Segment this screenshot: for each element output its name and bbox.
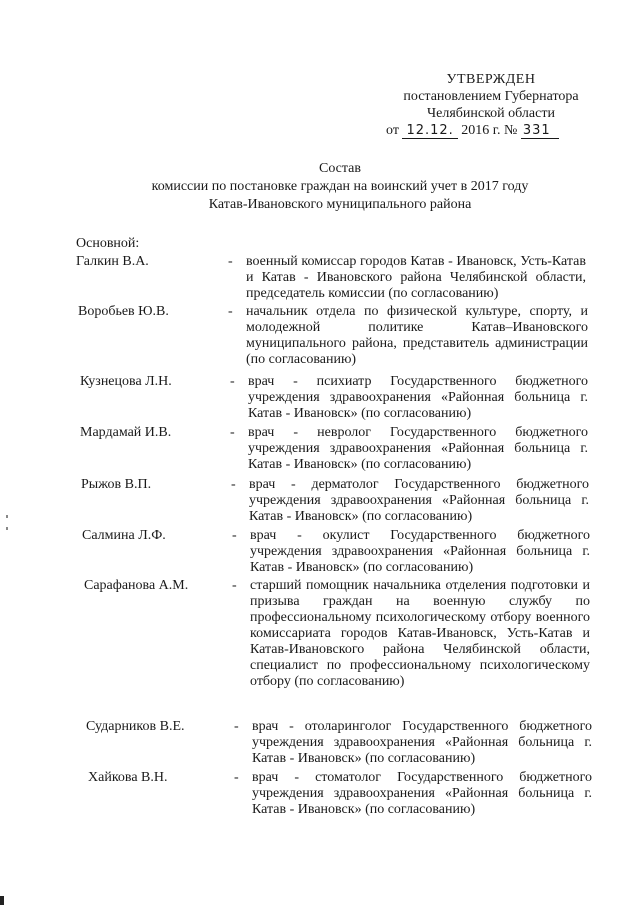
member-dash: - [234,770,239,785]
member-role: врач - стоматолог Государственного бюджетного учреждения здравоохранения «Районная больница г. Катав - Ивановск» (по согласованию) [252,770,592,817]
member-role: врач - дерматолог Государственного бюджетного учреждения здравоохранения «Районная больница г. Катав - Ивановск» (по согласованию) [249,477,589,524]
member-name: Галкин В.А. [76,254,149,269]
approval-line-1: постановлением Губернатора [403,89,579,104]
approval-block [380,71,602,139]
member-role: военный комиссар городов Катав - Ивановск, Усть-Катав и Катав - Ивановского района Челябинской области, председатель комиссии (по согласованию) [246,254,586,301]
member-role: врач - невролог Государственного бюджетного учреждения здравоохранения «Районная больница г. Катав - Ивановск» (по согласованию) [248,425,588,472]
member-role: врач - психиатр Государственного бюджетного учреждения здравоохранения «Районная больница г. Катав - Ивановск» (по согласованию) [248,374,588,421]
member-role: врач - отоларинголог Государственного бюджетного учреждения здравоохранения «Районная больница г. Катав - Ивановск» (по согласованию) [252,719,592,766]
member-dash: - [232,528,237,543]
member-name: Воробьев Ю.В. [78,304,169,319]
member-name: Рыжов В.П. [81,477,152,492]
member-role: врач - окулист Государственного бюджетного учреждения здравоохранения «Районная больница г. Катав - Ивановск» (по согласованию) [250,528,590,575]
member-role: старший помощник начальника отделения подготовки и призыва граждан на военную службу по профессиональному психологическому отбору военного комиссариата городов Катав-Ивановск, Усть-Катав и Катав-Ивановского района Челябинской области, специалист по профессиональному психологическому отбору (по согласованию) [250,578,590,689]
approval-heading: УТВЕРЖДЕН [446,72,536,87]
title-line-1: Состав [318,161,361,176]
scan-mark [6,527,8,530]
member-dash: - [230,425,235,440]
approval-line-2: Челябинской области [427,106,555,121]
member-name: Сударников В.Е. [86,719,185,734]
section-label: Основной: [76,236,140,251]
date-prefix: от [386,123,399,138]
member-dash: - [234,719,239,734]
member-dash: - [232,578,237,593]
member-dash: - [230,374,235,389]
member-name: Мардамай И.В. [80,425,172,440]
title-line-2: комиссии по постановке граждан на воинский учет в 2017 году [151,179,529,194]
member-role: начальник отдела по физической культуре, спорту, и молодежной политике Катав–Ивановского муниципального района, представитель администрации (по согласованию) [246,304,588,367]
scan-mark [6,515,8,518]
approval-date-line [380,122,602,139]
member-name: Салмина Л.Ф. [82,528,166,543]
scan-mark [0,896,4,905]
title-line-3: Катав-Ивановского муниципального района [208,197,472,212]
member-name: Сарафанова А.М. [84,578,189,593]
member-name: Кузнецова Л.Н. [80,374,172,389]
member-name: Хайкова В.Н. [88,770,168,785]
number-handwritten: 331 [521,124,559,139]
member-dash: - [231,477,236,492]
member-dash: - [228,254,233,269]
date-year: 2016 г. № [461,123,518,138]
date-handwritten: 12.12. [402,124,457,139]
member-dash: - [228,304,233,319]
document-title [90,160,590,214]
